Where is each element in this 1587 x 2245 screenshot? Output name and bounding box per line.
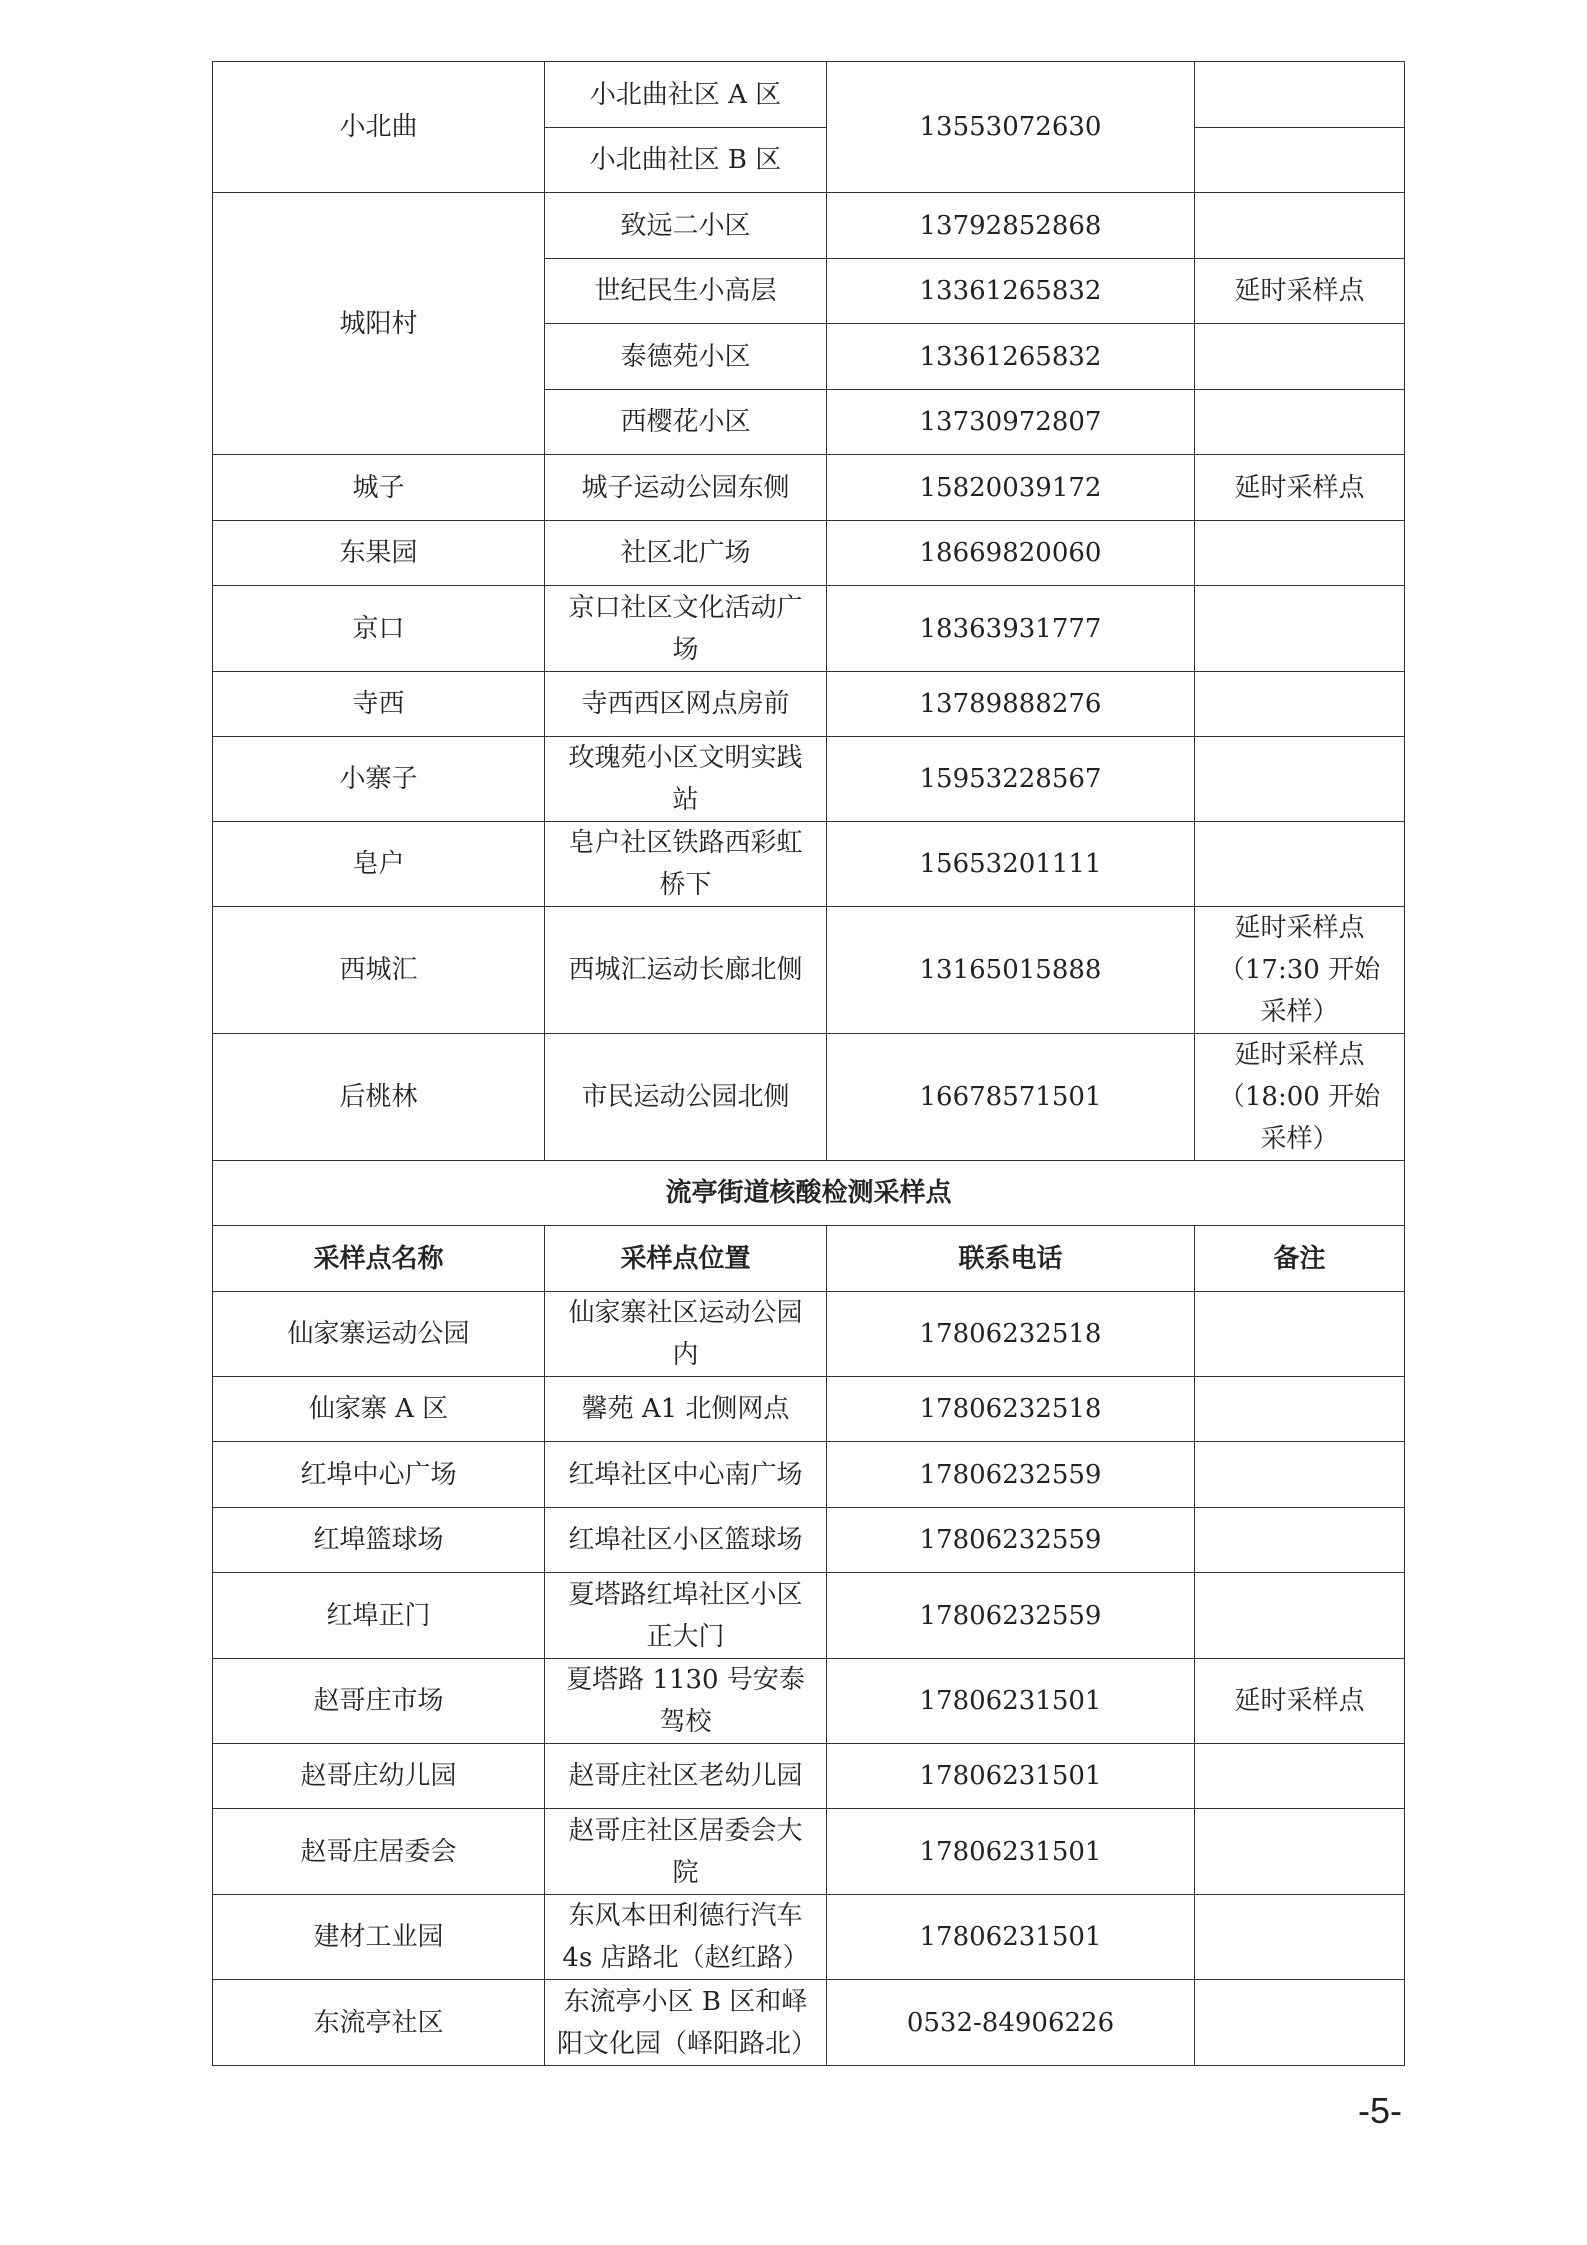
cell-name: 后桃林 <box>213 1034 545 1161</box>
cell-location: 西城汇运动长廊北侧 <box>545 907 827 1034</box>
cell-location: 市民运动公园北侧 <box>545 1034 827 1161</box>
cell-phone: 13730972807 <box>827 390 1195 455</box>
table-row <box>213 455 1405 521</box>
cell-name: 西城汇 <box>213 907 545 1034</box>
cell-note <box>1195 1292 1405 1377</box>
cell-phone: 13165015888 <box>827 907 1195 1034</box>
page-number: -5- <box>1358 2090 1402 2131</box>
table-row <box>213 672 1405 737</box>
table-row <box>213 1508 1405 1573</box>
table-row <box>213 1744 1405 1809</box>
cell-location: 红埠社区中心南广场 <box>545 1442 827 1508</box>
cell-name: 城阳村 <box>213 193 545 455</box>
cell-name: 仙家寨运动公园 <box>213 1292 545 1377</box>
cell-note <box>1195 390 1405 455</box>
cell-phone: 17806232559 <box>827 1442 1195 1508</box>
cell-note <box>1195 586 1405 672</box>
cell-note: 延时采样点（18:00 开始采样） <box>1195 1034 1405 1161</box>
cell-phone: 13361265832 <box>827 259 1195 324</box>
cell-phone: 17806232559 <box>827 1508 1195 1573</box>
cell-name: 红埠篮球场 <box>213 1508 545 1573</box>
cell-location: 玫瑰苑小区文明实践站 <box>545 737 827 822</box>
table-row <box>213 1034 1405 1161</box>
cell-name: 东果园 <box>213 521 545 586</box>
cell-location: 夏塔路红埠社区小区正大门 <box>545 1573 827 1659</box>
cell-location: 世纪民生小高层 <box>545 259 827 324</box>
cell-note: 延时采样点 <box>1195 259 1405 324</box>
cell-phone: 16678571501 <box>827 1034 1195 1161</box>
cell-name: 城子 <box>213 455 545 521</box>
table-row <box>213 1377 1405 1442</box>
table-row <box>213 1980 1405 2066</box>
cell-phone: 18363931777 <box>827 586 1195 672</box>
cell-location: 社区北广场 <box>545 521 827 586</box>
cell-note: 延时采样点（17:30 开始采样） <box>1195 907 1405 1034</box>
cell-name: 赵哥庄幼儿园 <box>213 1744 545 1809</box>
cell-note <box>1195 1442 1405 1508</box>
cell-phone: 17806232518 <box>827 1377 1195 1442</box>
cell-note <box>1195 1980 1405 2066</box>
cell-location: 小北曲社区 A 区 <box>545 62 827 128</box>
cell-location: 致远二小区 <box>545 193 827 259</box>
cell-note <box>1195 128 1405 193</box>
cell-note <box>1195 737 1405 822</box>
header-location: 采样点位置 <box>545 1226 827 1292</box>
cell-location: 寺西西区网点房前 <box>545 672 827 737</box>
cell-phone: 17806231501 <box>827 1659 1195 1744</box>
cell-name: 京口 <box>213 586 545 672</box>
table-row <box>213 521 1405 586</box>
cell-location: 夏塔路 1130 号安泰驾校 <box>545 1659 827 1744</box>
table-row <box>213 1573 1405 1659</box>
cell-note: 延时采样点 <box>1195 455 1405 521</box>
cell-phone: 17806231501 <box>827 1809 1195 1895</box>
cell-phone: 15953228567 <box>827 737 1195 822</box>
cell-name: 赵哥庄市场 <box>213 1659 545 1744</box>
cell-phone: 13789888276 <box>827 672 1195 737</box>
cell-phone: 17806232559 <box>827 1573 1195 1659</box>
cell-phone: 17806232518 <box>827 1292 1195 1377</box>
header-note: 备注 <box>1195 1226 1405 1292</box>
cell-phone: 18669820060 <box>827 521 1195 586</box>
section-title: 流亭街道核酸检测采样点 <box>213 1161 1405 1226</box>
cell-location: 皂户社区铁路西彩虹桥下 <box>545 822 827 907</box>
cell-location: 小北曲社区 B 区 <box>545 128 827 193</box>
cell-phone: 15820039172 <box>827 455 1195 521</box>
cell-location: 城子运动公园东侧 <box>545 455 827 521</box>
cell-location: 京口社区文化活动广场 <box>545 586 827 672</box>
cell-phone: 15653201111 <box>827 822 1195 907</box>
cell-name: 红埠正门 <box>213 1573 545 1659</box>
cell-name: 仙家寨 A 区 <box>213 1377 545 1442</box>
table-row <box>213 1442 1405 1508</box>
cell-location: 东流亭小区 B 区和峄阳文化园（峄阳路北） <box>545 1980 827 2066</box>
cell-name: 小寨子 <box>213 737 545 822</box>
header-row <box>213 1226 1405 1292</box>
cell-note <box>1195 62 1405 128</box>
cell-location: 泰德苑小区 <box>545 324 827 390</box>
table-row <box>213 1292 1405 1377</box>
cell-name: 小北曲 <box>213 62 545 193</box>
cell-note: 延时采样点 <box>1195 1659 1405 1744</box>
section-title-row <box>213 1161 1405 1226</box>
table-row <box>213 1809 1405 1895</box>
cell-name: 东流亭社区 <box>213 1980 545 2066</box>
cell-note <box>1195 1744 1405 1809</box>
cell-location: 仙家寨社区运动公园内 <box>545 1292 827 1377</box>
table-row <box>213 1659 1405 1744</box>
table-row <box>213 907 1405 1034</box>
header-phone: 联系电话 <box>827 1226 1195 1292</box>
table-row <box>213 193 1405 259</box>
cell-note <box>1195 672 1405 737</box>
table-row <box>213 1895 1405 1980</box>
cell-location: 西樱花小区 <box>545 390 827 455</box>
cell-note <box>1195 521 1405 586</box>
cell-phone: 13792852868 <box>827 193 1195 259</box>
cell-note <box>1195 1377 1405 1442</box>
table-row <box>213 822 1405 907</box>
cell-note <box>1195 1573 1405 1659</box>
table-row <box>213 586 1405 672</box>
cell-name: 红埠中心广场 <box>213 1442 545 1508</box>
cell-note <box>1195 324 1405 390</box>
cell-phone: 13361265832 <box>827 324 1195 390</box>
cell-phone: 13553072630 <box>827 62 1195 193</box>
cell-note <box>1195 193 1405 259</box>
sampling-table <box>212 61 1405 2066</box>
cell-note <box>1195 1809 1405 1895</box>
cell-phone: 0532-84906226 <box>827 1980 1195 2066</box>
cell-phone: 17806231501 <box>827 1895 1195 1980</box>
cell-note <box>1195 822 1405 907</box>
header-name: 采样点名称 <box>213 1226 545 1292</box>
cell-phone: 17806231501 <box>827 1744 1195 1809</box>
cell-note <box>1195 1895 1405 1980</box>
cell-location: 赵哥庄社区老幼儿园 <box>545 1744 827 1809</box>
table-row <box>213 737 1405 822</box>
cell-name: 皂户 <box>213 822 545 907</box>
cell-location: 馨苑 A1 北侧网点 <box>545 1377 827 1442</box>
cell-name: 寺西 <box>213 672 545 737</box>
cell-name: 建材工业园 <box>213 1895 545 1980</box>
cell-location: 红埠社区小区篮球场 <box>545 1508 827 1573</box>
cell-note <box>1195 1508 1405 1573</box>
table-row <box>213 62 1405 128</box>
cell-location: 赵哥庄社区居委会大院 <box>545 1809 827 1895</box>
cell-name: 赵哥庄居委会 <box>213 1809 545 1895</box>
cell-location: 东风本田利德行汽车4s 店路北（赵红路） <box>545 1895 827 1980</box>
